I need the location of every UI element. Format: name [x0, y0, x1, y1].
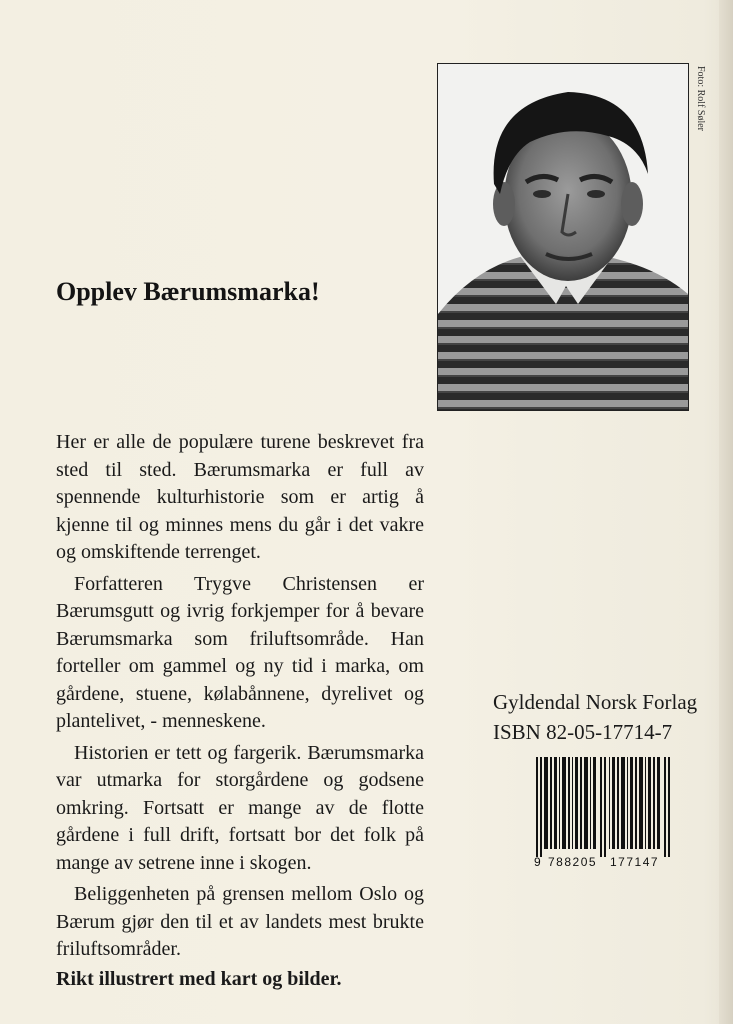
- photo-credit: Foto: Rolf Søler: [695, 66, 706, 132]
- isbn: ISBN 82-05-17714-7: [493, 720, 673, 744]
- headline: Opplev Bærumsmarka!: [56, 277, 320, 306]
- blurb-paragraph: Beliggenheten på grensen mellom Oslo og Bærum gjør den til et av landets mest brukte friluftsområder.: [56, 883, 424, 960]
- cover-edge: [719, 0, 733, 1024]
- barcode-digit-lead: 9: [534, 855, 541, 869]
- barcode-image: [536, 757, 672, 857]
- barcode-digit-group1: 788205: [548, 855, 598, 869]
- blurb-text: [56, 429, 424, 993]
- blurb-paragraph: Her er alle de populære turene beskrevet fra sted til sted. Bærumsmarka er full av spennende kulturhistorie som er artig å kjenne til og minnes mens du går i det vakre og omskiftende terrenget.: [56, 431, 424, 563]
- author-portrait-image: [438, 64, 688, 410]
- publisher-block: [493, 687, 697, 747]
- author-photo: [437, 63, 689, 411]
- publisher-name: Gyldendal Norsk Forlag: [493, 690, 698, 714]
- blurb-paragraph: Historien er tett og fargerik. Bærumsmarka var utmarka for storgårdene og godsene omkring. Fortsatt er mange av de flotte gårdene i full drift, fortsatt bor det folk på mange av setrene inne i skogen.: [56, 741, 424, 874]
- closing-line: Rikt illustrert med kart og bilder.: [56, 967, 342, 990]
- barcode-digits: [534, 855, 674, 871]
- barcode-digit-group2: 177147: [610, 855, 660, 869]
- blurb-paragraph: Forfatteren Trygve Christensen er Bærumsgutt og ivrig forkjemper for å bevare Bærumsmarka som friluftsområde. Han forteller om gammel og ny tid i marka, om gårdene, stuene, kølabånnene, dyrelivet og plantelivet, - menneskene.: [56, 572, 424, 732]
